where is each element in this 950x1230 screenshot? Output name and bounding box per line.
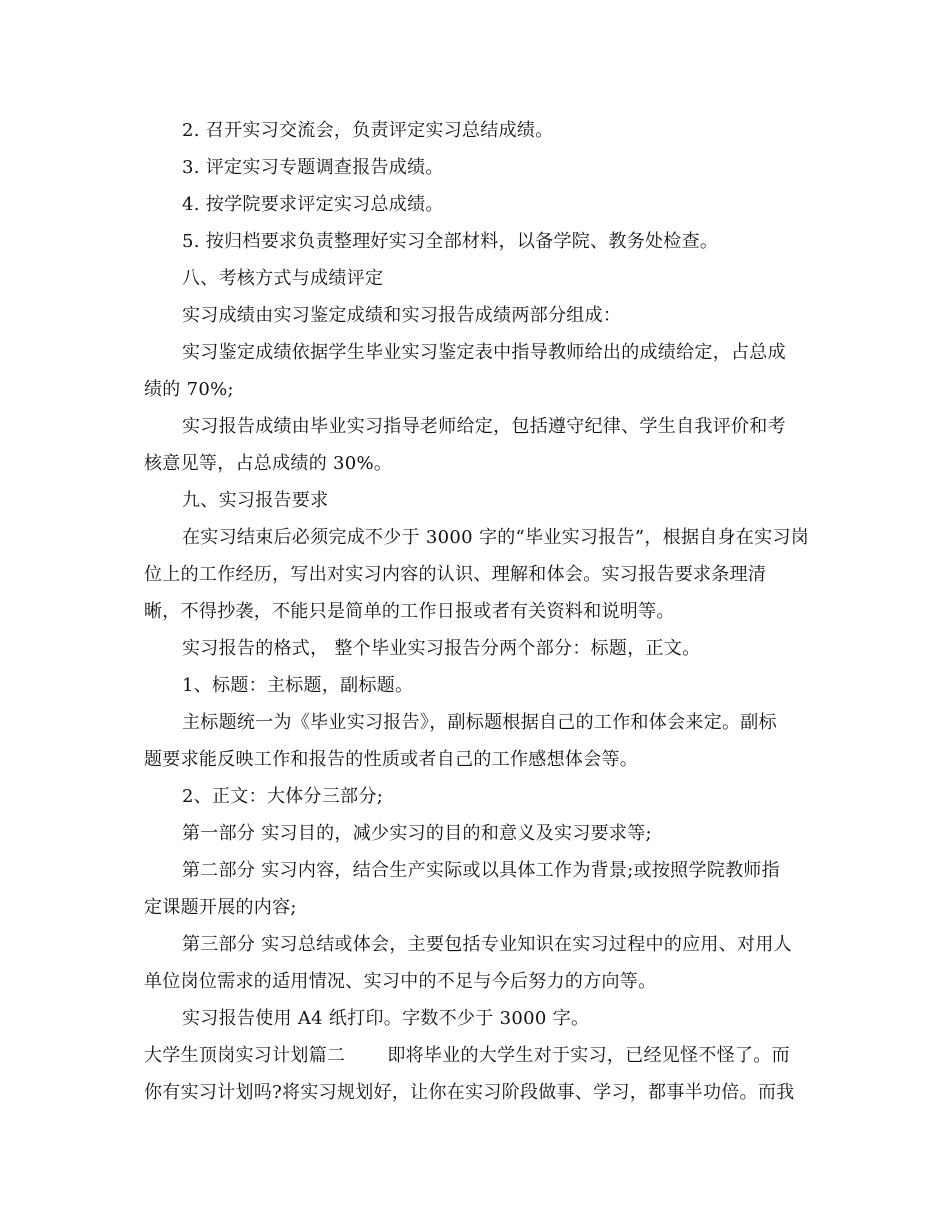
section-8-p1: 实习成绩由实习鉴定成绩和实习报告成绩两部分组成：	[182, 305, 622, 326]
list-item-text: 4. 按学院要求评定实习总成绩。	[182, 194, 444, 215]
list-item	[182, 223, 718, 260]
section-9-p7-line1: 第二部分 实习内容，结合生产实际或以具体工作为背景;或按照学院教师指	[182, 860, 780, 881]
section-9-p3: 1、标题：主标题，副标题。	[182, 675, 414, 696]
paragraph	[144, 408, 786, 482]
list-item	[182, 149, 444, 186]
section-heading	[182, 260, 383, 297]
part-2-title: 大学生顶岗实习计划篇二	[144, 1045, 346, 1066]
part-2-line2: 你有实习计划吗?将实习规划好，让你在实习阶段做事、学习，都事半功倍。而我	[144, 1082, 795, 1103]
paragraph	[144, 926, 792, 1000]
section-9-p1-line3: 晰，不得抄袭，不能只是简单的工作日报或者有关资料和说明等。	[144, 601, 675, 622]
paragraph	[144, 852, 780, 926]
section-9-p2: 实习报告的格式， 整个毕业实习报告分两个部分：标题，正文。	[182, 638, 701, 659]
paragraph	[144, 519, 809, 630]
paragraph	[144, 704, 777, 778]
section-8-p2-line2: 绩的 70%;	[144, 379, 234, 400]
part-2-line1-rest: 即将毕业的大学生对于实习，已经见怪不怪了。而	[387, 1045, 790, 1066]
section-9-heading: 九、实习报告要求	[182, 490, 329, 511]
section-8-p3-line1: 实习报告成绩由毕业实习指导老师给定，包括遵守纪律、学生自我评价和考	[182, 416, 786, 437]
paragraph	[182, 297, 621, 334]
paragraph	[182, 815, 652, 852]
section-8-p3-line2: 核意见等，占总成绩的 30%。	[144, 453, 393, 474]
list-item-text: 5. 按归档要求负责整理好实习全部材料，以备学院、教务处检查。	[182, 231, 719, 252]
section-9-p8-line1: 第三部分 实习总结或体会，主要包括专业知识在实习过程中的应用、对用人	[182, 934, 792, 955]
paragraph	[182, 630, 700, 667]
section-8-p2-line1: 实习鉴定成绩依据学生毕业实习鉴定表中指导教师给出的成绩给定，占总成	[182, 342, 786, 363]
section-9-p4-line2: 题要求能反映工作和报告的性质或者自己的工作感想体会等。	[144, 749, 639, 770]
paragraph	[144, 1037, 794, 1111]
section-9-p9: 实习报告使用 A4 纸打印。字数不少于 3000 字。	[182, 1008, 590, 1029]
section-heading	[182, 482, 328, 519]
paragraph	[182, 667, 413, 704]
list-item-text: 2. 召开实习交流会，负责评定实习总结成绩。	[182, 120, 554, 141]
list-item	[182, 186, 444, 223]
section-9-p7-line2: 定课题开展的内容;	[144, 897, 297, 918]
section-9-p1-line2: 位上的工作经历，写出对实习内容的认识、理解和体会。实习报告要求条理清	[144, 564, 767, 585]
list-item-text: 3. 评定实习专题调查报告成绩。	[182, 157, 444, 178]
paragraph	[144, 334, 786, 408]
section-9-p8-line2: 单位岗位需求的适用情况、实习中的不足与今后努力的方向等。	[144, 971, 657, 992]
section-9-p5: 2、正文：大体分三部分;	[182, 786, 384, 807]
section-8-heading: 八、考核方式与成绩评定	[182, 268, 384, 289]
paragraph	[182, 1000, 589, 1037]
section-9-p6: 第一部分 实习目的，减少实习的目的和意义及实习要求等;	[182, 823, 652, 844]
section-9-p1-line1: 在实习结束后必须完成不少于 3000 字的“毕业实习报告”，根据自身在实习岗	[182, 527, 810, 548]
section-9-p4-line1: 主标题统一为《毕业实习报告》，副标题根据自己的工作和体会来定。副标	[182, 712, 777, 733]
list-item	[182, 112, 554, 149]
paragraph	[182, 778, 383, 815]
